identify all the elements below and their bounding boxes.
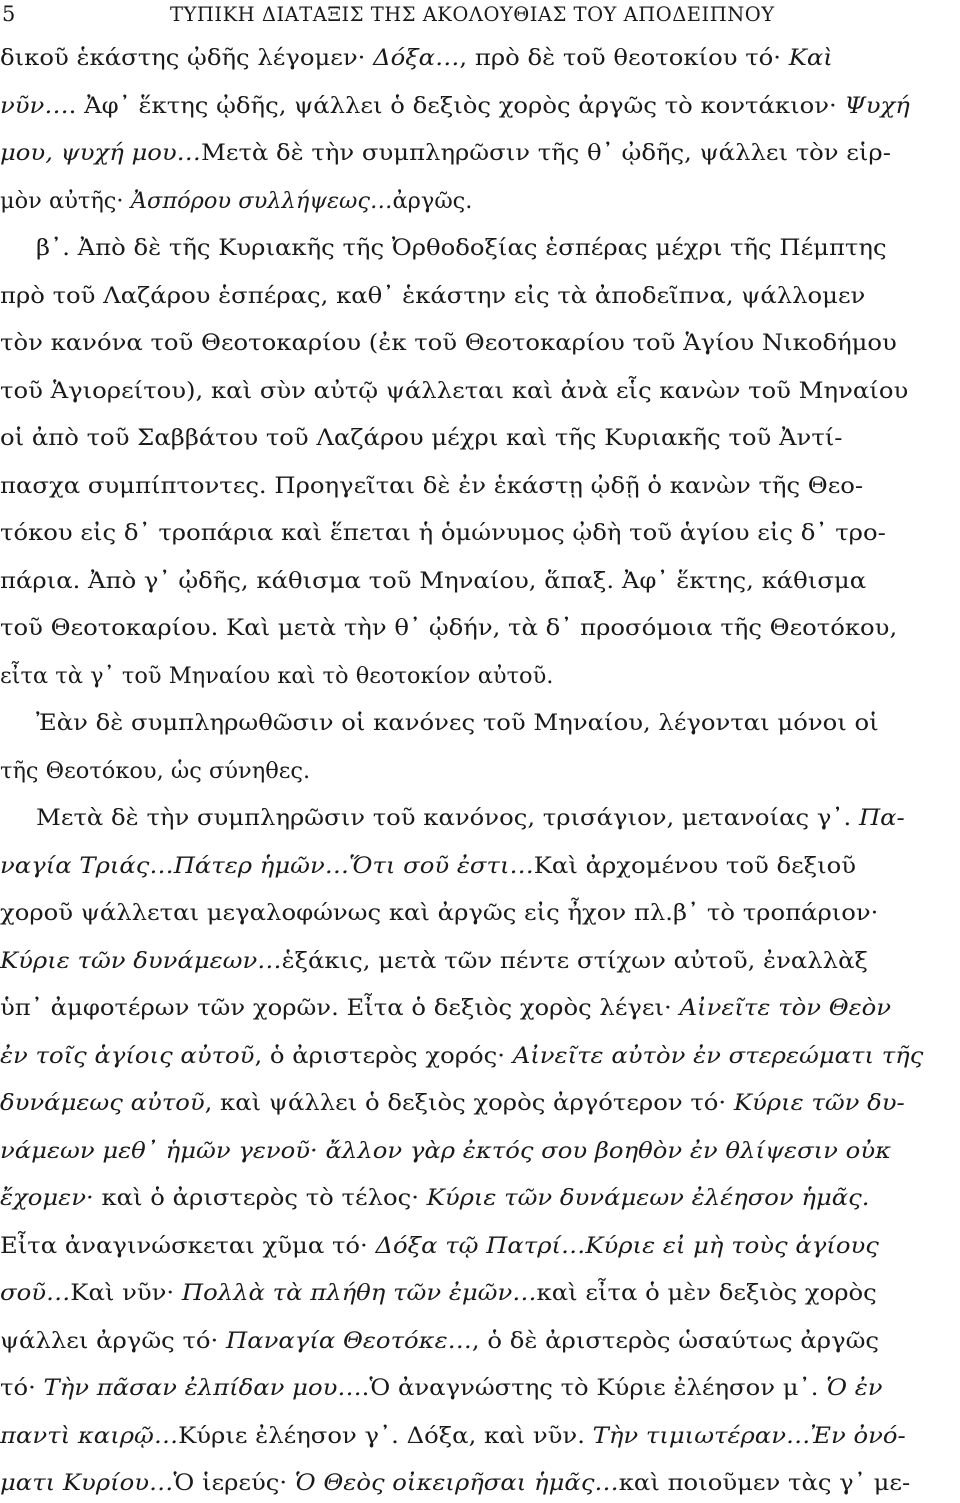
line-content: [0, 751, 310, 791]
line-content: [0, 608, 897, 648]
text-run: ψάλλει ἀργῶς τό·: [0, 1327, 227, 1354]
italic-phrase: νῦν…: [0, 92, 69, 119]
text-line: [0, 181, 960, 221]
text-run: καὶ ποιοῦμεν τὰς γ᾽ με-: [618, 1470, 911, 1496]
italic-phrase: νάμεων μεθ᾽ ἡμῶν γενοῦ· ἄλλον γὰρ ἐκτός σου βοηθὸν ἐν θλίψεσιν οὐκ: [0, 1137, 892, 1164]
text-run: ὑπ᾽ ἀμφοτέρων τῶν χορῶν. Εἶτα ὁ δεξιὸς χορὸς λέγει·: [0, 995, 680, 1021]
line-content: [0, 846, 856, 886]
text-run: οἱ ἀπὸ τοῦ Σαββάτου τοῦ Λαζάρου μέχρι καὶ τῆς Κυριακῆς τοῦ Ἀντί-: [0, 425, 843, 451]
text-line: [0, 656, 960, 696]
text-run: τόκου εἰς δ᾽ τροπάρια καὶ ἕπεται ἡ ὁμώνυμος ᾠδὴ τοῦ ἁγίου εἰς δ᾽ τρο-: [0, 520, 886, 546]
text-line: [0, 1321, 960, 1361]
line-content: [0, 1226, 879, 1266]
text-run: ἀργῶς.: [392, 187, 473, 214]
italic-phrase: Τὴν πᾶσαν ἐλπίδαν μου…: [43, 1375, 362, 1401]
italic-phrase: μου, ψυχή μου…: [0, 140, 201, 166]
text-line: [0, 418, 960, 458]
italic-phrase: ἐν τοῖς ἁγίοις αὐτοῦ: [0, 1042, 255, 1069]
text-line: [0, 466, 960, 506]
line-content: [0, 656, 553, 696]
text-line: [0, 1416, 960, 1456]
text-run: καὶ εἶτα ὁ μὲν δεξιὸς χορὸς: [536, 1280, 877, 1306]
text-run: εἶτα τὰ γ᾽ τοῦ Μηναίου καὶ τὸ θεοτοκίον αὐτοῦ.: [0, 662, 554, 689]
line-content: [0, 323, 897, 363]
italic-phrase: Αἰνεῖτε αὐτὸν ἐν στερεώματι τῆς: [512, 1042, 924, 1069]
line-content: [0, 988, 891, 1028]
line-content: [36, 228, 887, 268]
page-header: [0, 0, 960, 34]
italic-phrase: Πα-: [858, 805, 905, 831]
italic-phrase: Κύριε τῶν δυνάμεων ἐλέησον ἡμᾶς.: [426, 1185, 870, 1211]
text-line: [0, 1083, 960, 1123]
italic-phrase: δυνάμεως αὐτοῦ: [0, 1090, 205, 1116]
text-line: [0, 751, 960, 791]
text-run: Καὶ ἀρχομένου τοῦ δεξιοῦ: [533, 852, 857, 879]
text-line: [0, 1178, 960, 1218]
italic-phrase: Κύριε τῶν δυνάμεων…: [0, 947, 282, 974]
text-line: [0, 1368, 960, 1408]
text-run: πάρια. Ἀπὸ γ᾽ ᾠδῆς, κάθισμα τοῦ Μηναίου, ἅπαξ. Ἀφ᾽ ἕκτης, κάθισμα: [0, 567, 867, 594]
italic-phrase: Πολλὰ τὰ πλήθη τῶν ἐμῶν…: [181, 1280, 537, 1306]
line-content: [0, 418, 843, 458]
italic-phrase: Ἀσπόρου συλλήψεως…: [130, 187, 393, 214]
line-content: [0, 371, 908, 411]
text-run: καὶ ὁ ἀριστερὸς τὸ τέλος·: [93, 1185, 427, 1211]
italic-phrase: παντὶ καιρῷ…: [0, 1422, 179, 1449]
text-line: [0, 561, 960, 601]
text-run: Εἶτα ἀναγινώσκεται χῦμα τό·: [0, 1232, 376, 1259]
line-content: [0, 1416, 906, 1456]
text-line: [0, 1226, 960, 1266]
running-title: ΤΥΠΙΚΗ ΔΙΑΤΑΞΙΣ ΤΗΣ ΑΚΟΛΟΥΘΙΑΣ ΤΟΥ ΑΠΟΔΕΙΠΝΟΥ: [170, 3, 775, 26]
text-line: [0, 846, 960, 886]
page-number: 5: [2, 2, 16, 26]
line-content: [0, 893, 878, 933]
italic-phrase: Κύριε τῶν δυ-: [733, 1090, 905, 1116]
italic-phrase: Δόξα τῷ Πατρί…Κύριε εἰ μὴ τοὺς ἁγίους: [375, 1232, 879, 1259]
text-run: τῆς Θεοτόκου, ὡς σύνηθες.: [0, 757, 311, 784]
italic-phrase: ματι Κυρίου…: [0, 1470, 174, 1496]
text-line: [0, 703, 960, 743]
text-line: [0, 798, 960, 838]
line-content: [0, 1321, 879, 1361]
italic-phrase: Δόξα…: [373, 45, 460, 71]
text-run: Ἐὰν δὲ συμπληρωθῶσιν οἱ κανόνες τοῦ Μηναίου, λέγονται μόνοι οἱ: [36, 710, 879, 736]
text-run: τοῦ Θεοτοκαρίου. Καὶ μετὰ τὴν θ᾽ ᾠδήν, τὰ δ᾽ προσόμοια τῆς Θεοτόκου,: [0, 615, 898, 641]
italic-phrase: Ὁ ἐν: [826, 1375, 883, 1401]
line-content: [36, 798, 905, 838]
text-line: [0, 608, 960, 648]
line-content: [0, 561, 866, 601]
italic-phrase: Παναγία Θεοτόκε…: [226, 1327, 472, 1354]
text-run: , καὶ ψάλλει ὁ δεξιὸς χορὸς ἀργότερον τό·: [204, 1090, 734, 1116]
text-run: , ὁ ἀριστερὸς χορός·: [254, 1042, 513, 1069]
text-line: [0, 1131, 960, 1171]
line-content: [0, 513, 886, 553]
line-content: [0, 1083, 905, 1123]
text-line: [0, 86, 960, 126]
text-line: [0, 513, 960, 553]
italic-phrase: Ψυχή: [844, 92, 910, 119]
text-line: [0, 988, 960, 1028]
italic-phrase: Ὁ Θεὸς οἰκειρῆσαι ἡμᾶς…: [294, 1470, 619, 1496]
text-line: [0, 133, 960, 173]
text-run: . Ἀφ᾽ ἕκτης ᾠδῆς, ψάλλει ὁ δεξιὸς χορὸς ἀργῶς τὸ κοντάκιον·: [68, 92, 845, 119]
text-run: τὸν κανόνα τοῦ Θεοτοκαρίου (ἐκ τοῦ Θεοτοκαρίου τοῦ Ἁγίου Νικοδήμου: [0, 330, 897, 356]
text-line: [0, 228, 960, 268]
line-content: [0, 276, 865, 316]
text-line: [0, 38, 960, 78]
line-content: [0, 1463, 910, 1503]
line-content: [0, 86, 910, 126]
line-content: [0, 1036, 923, 1076]
text-run: Καὶ νῦν·: [70, 1280, 182, 1306]
text-run: πασχα συμπίπτοντες. Προηγεῖται δὲ ἐν ἑκάστῃ ᾠδῇ ὁ κανὼν τῆς Θεο-: [0, 472, 864, 499]
line-content: [0, 1178, 870, 1218]
text-run: τοῦ Ἁγιορείτου), καὶ σὺν αὐτῷ ψάλλεται καὶ ἀνὰ εἷς κανὼν τοῦ Μηναίου: [0, 377, 909, 404]
line-content: [0, 181, 472, 221]
section-label: β᾽.: [36, 235, 78, 261]
line-content: [0, 466, 863, 506]
text-line: [0, 941, 960, 981]
line-content: [0, 941, 868, 981]
italic-phrase: ἔχομεν·: [0, 1185, 94, 1211]
text-run: , πρὸ δὲ τοῦ θεοτοκίου τό·: [459, 45, 789, 71]
italic-phrase: Αἰνεῖτε τὸν Θεὸν: [679, 995, 892, 1021]
text-line: [0, 1463, 960, 1503]
text-run: Ὁ ἱερεύς·: [173, 1470, 295, 1496]
text-run: Μετὰ δὲ τὴν συμπληρῶσιν τῆς θ᾽ ᾠδῆς, ψάλλει τὸν εἱρ-: [200, 140, 891, 166]
text-line: [0, 1036, 960, 1076]
line-content: [0, 1131, 891, 1171]
italic-phrase: Καὶ: [788, 45, 833, 71]
text-run: , ὁ δὲ ἀριστερὸς ὡσαύτως ἀργῶς: [471, 1327, 880, 1354]
italic-phrase: σοῦ…: [0, 1280, 71, 1306]
text-run: μὸν αὐτῆς·: [0, 187, 131, 214]
text-run: Κύριε ἐλέησον γ᾽. Δόξα, καὶ νῦν.: [178, 1422, 593, 1449]
text-line: [0, 1273, 960, 1313]
text-run: .Ὁ ἀναγνώστης τὸ Κύριε ἐλέησον μ᾽.: [361, 1375, 827, 1401]
text-run: χοροῦ ψάλλεται μεγαλοφώνως καὶ ἀργῶς εἰς ἦχον πλ.β᾽ τὸ τροπάριον·: [0, 900, 879, 926]
text-run: δικοῦ ἑκάστης ᾠδῆς λέγομεν·: [0, 45, 374, 71]
text-run: ἑξάκις, μετὰ τῶν πέντε στίχων αὐτοῦ, ἐναλλὰξ: [281, 947, 868, 974]
line-content: [36, 703, 879, 743]
text-line: [0, 371, 960, 411]
text-line: [0, 323, 960, 363]
text-line: [0, 276, 960, 316]
italic-phrase: Τὴν τιμιωτέραν…Ἐν ὀνό-: [592, 1422, 906, 1449]
line-content: [0, 38, 833, 78]
line-content: [0, 1273, 877, 1313]
text-run: τό·: [0, 1375, 44, 1401]
line-content: [0, 133, 891, 173]
text-run: πρὸ τοῦ Λαζάρου ἑσπέρας, καθ᾽ ἑκάστην εἰς τὰ ἀποδεῖπνα, ψάλλομεν: [0, 282, 866, 309]
text-run: Ἀπὸ δὲ τῆς Κυριακῆς τῆς Ὀρθοδοξίας ἑσπέρας μέχρι τῆς Πέμπτης: [77, 235, 887, 261]
text-run: Μετὰ δὲ τὴν συμπληρῶσιν τοῦ κανόνος, τρισάγιον, μετανοίας γ᾽.: [36, 805, 859, 831]
text-line: [0, 893, 960, 933]
italic-phrase: ναγία Τριάς…Πάτερ ἡμῶν…Ὅτι σοῦ ἐστι…: [0, 852, 534, 879]
line-content: [0, 1368, 883, 1408]
